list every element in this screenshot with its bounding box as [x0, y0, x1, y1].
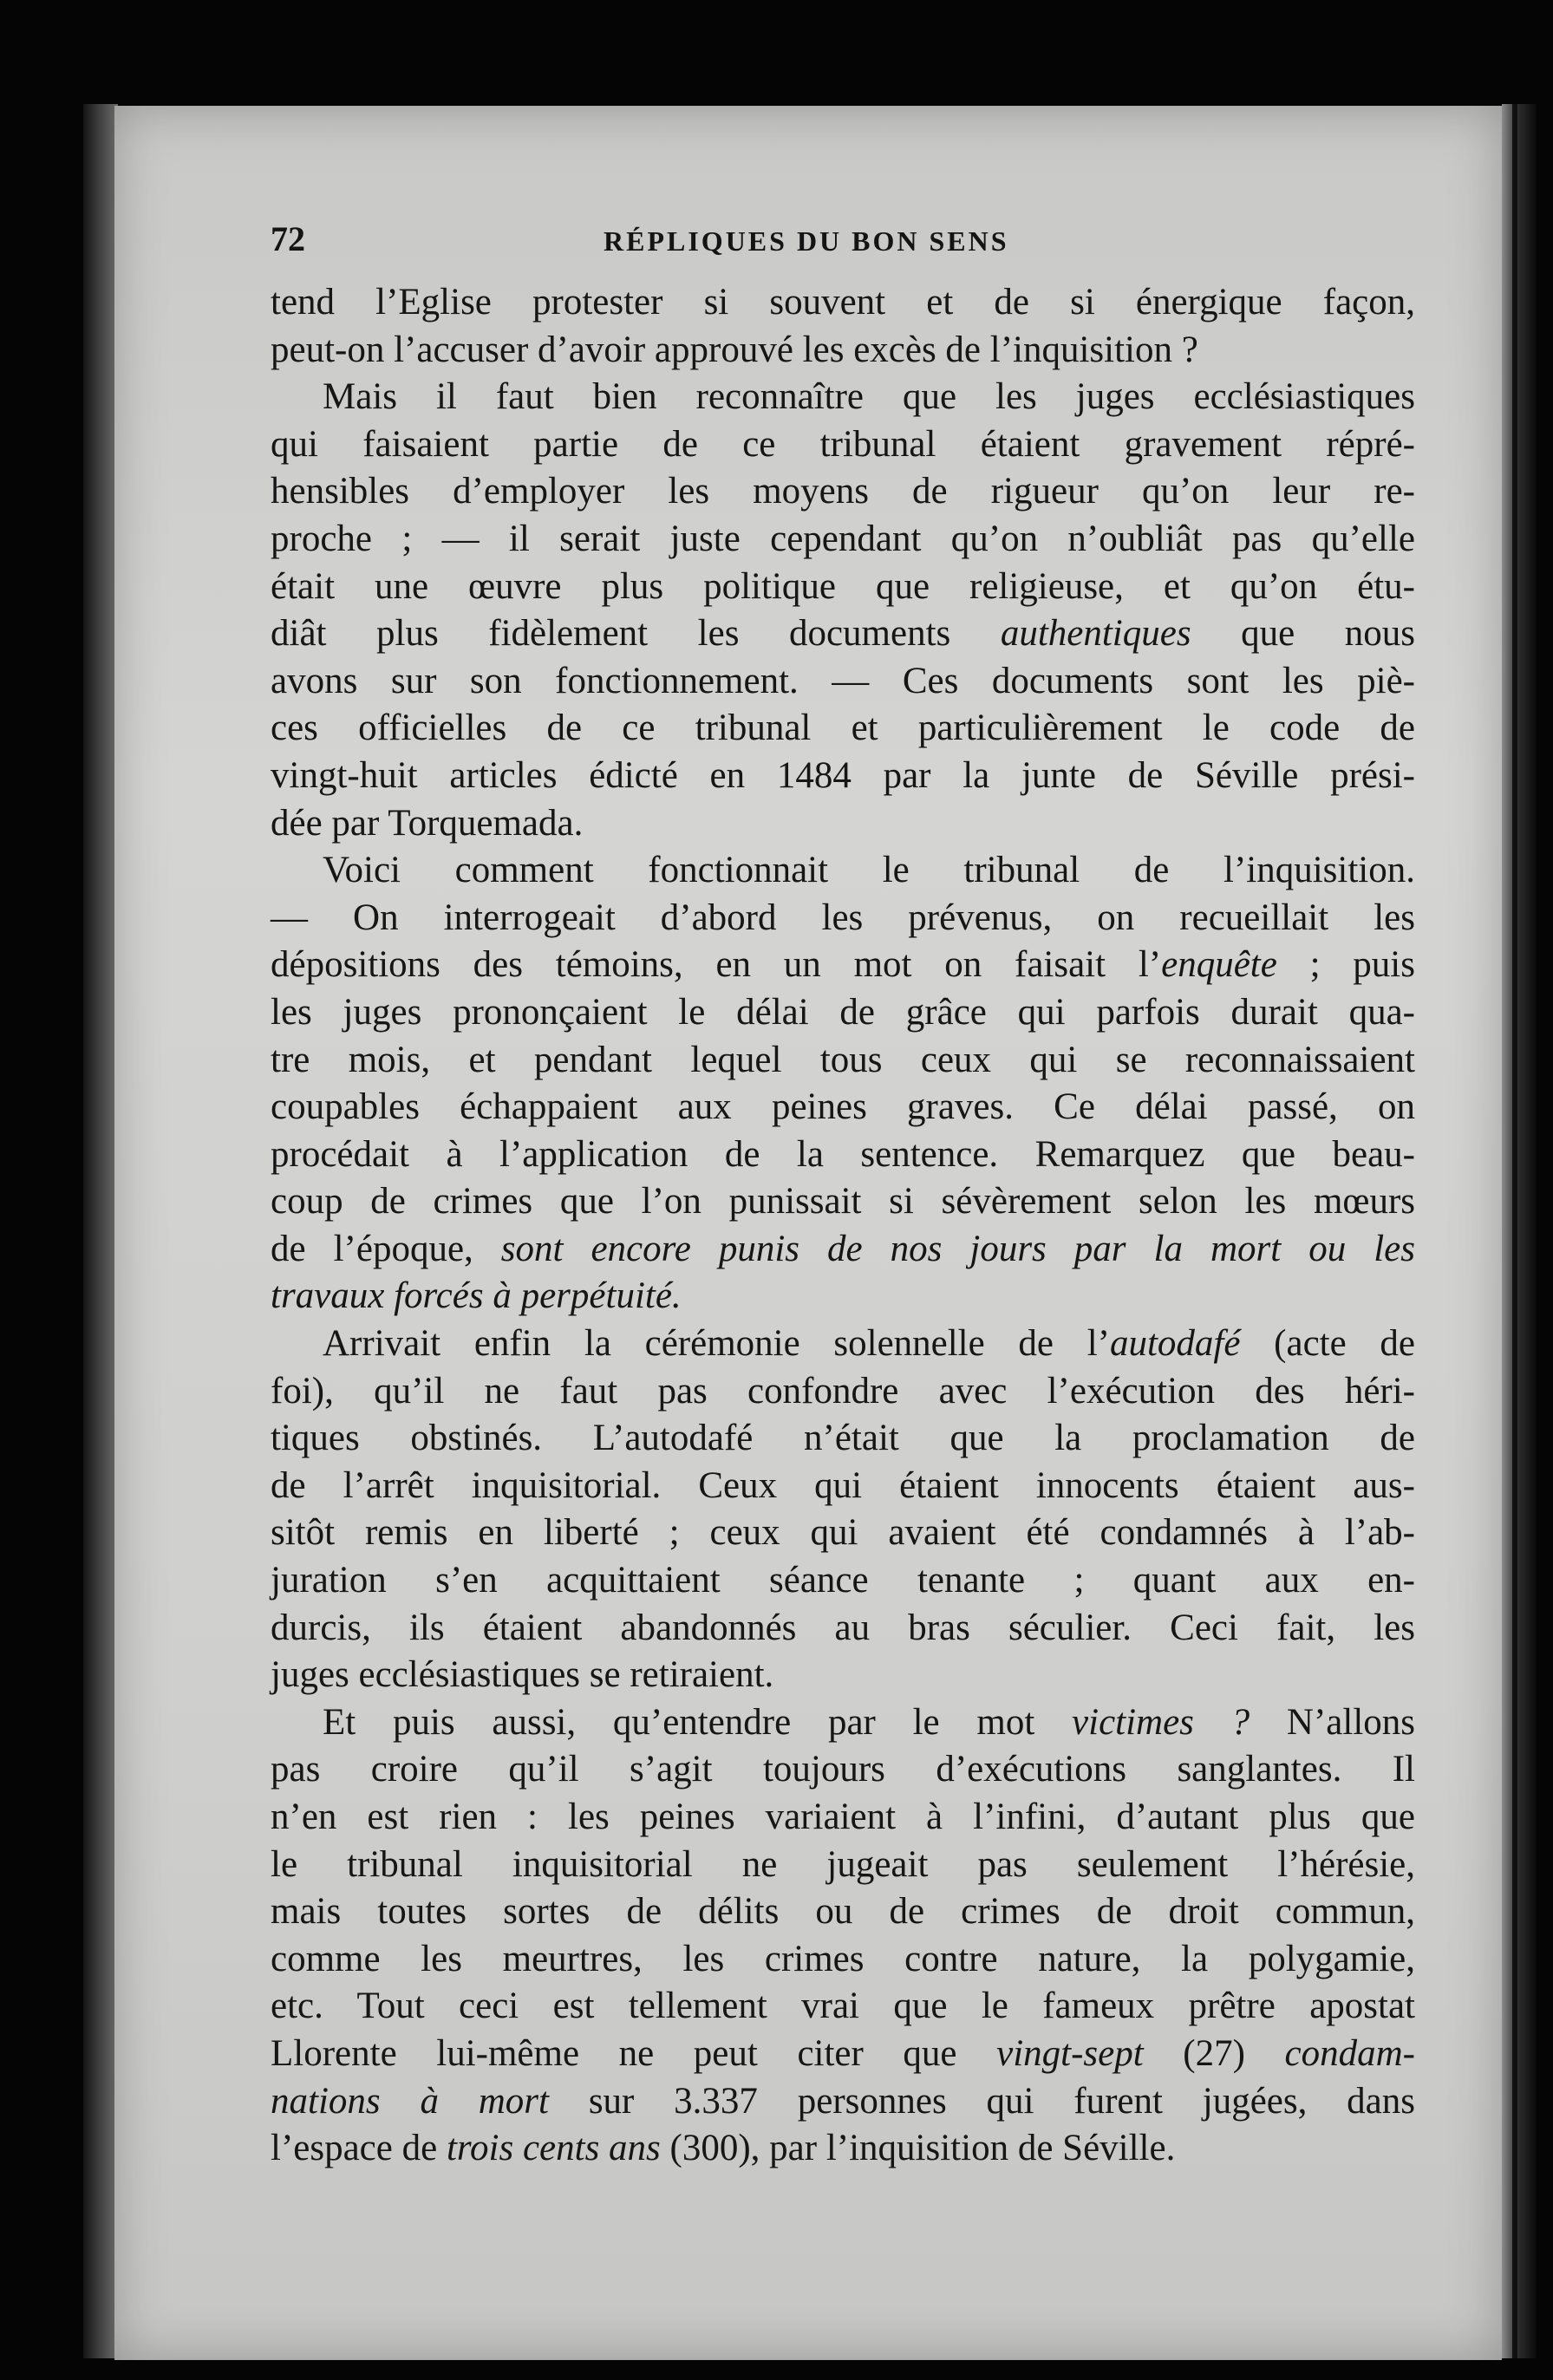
- text-line: [271, 753, 1415, 800]
- text-run: vingt-huit articles édicté en 1484 par la junte de Séville prési-: [271, 754, 1415, 796]
- text-run: ; puis: [1276, 944, 1415, 986]
- italic-text: victimes ?: [1072, 1701, 1250, 1743]
- italic-text: condam-: [1284, 2032, 1416, 2074]
- text-run: juration s’en acquittaient séance tenante ; quant aux en-: [271, 1560, 1415, 1601]
- book-binding-edge: [83, 104, 118, 2358]
- text-line: [271, 1131, 1415, 1179]
- text-run: de l’époque,: [271, 1228, 501, 1269]
- paragraph: [271, 279, 1415, 374]
- text-run: Et puis aussi, qu’entendre par le mot: [323, 1701, 1073, 1743]
- italic-text: autodafé: [1109, 1323, 1241, 1365]
- text-line: [271, 468, 1415, 516]
- text-line: [271, 2078, 1415, 2126]
- text-run: (acte de: [1240, 1323, 1415, 1365]
- text-run: était une œuvre plus politique que religieuse, et qu’on étu-: [271, 565, 1415, 607]
- text-run: tend l’Eglise protester si souvent et de si énergique façon,: [271, 282, 1415, 323]
- text-run: durcis, ils étaient abandonnés au bras séculier. Ceci fait, les: [271, 1607, 1415, 1648]
- text-run: Llorente lui-même ne peut citer que: [271, 2032, 997, 2074]
- text-line: [271, 1557, 1415, 1605]
- text-run: que nous: [1191, 613, 1415, 655]
- text-line: [271, 800, 1415, 848]
- page-header: [271, 218, 1432, 271]
- page-number: 72: [271, 219, 305, 258]
- text-line: [271, 895, 1415, 942]
- text-run: diât plus fidèlement les documents: [271, 613, 1001, 655]
- italic-text: enquête: [1161, 944, 1277, 986]
- text-run: tre mois, et pendant lequel tous ceux qui se reconnaissaient: [271, 1039, 1415, 1080]
- text-line: [271, 1510, 1415, 1557]
- italic-text: sont encore punis de nos jours par la mort ou les: [500, 1228, 1415, 1269]
- text-line: [271, 1699, 1415, 1747]
- text-line: [271, 2125, 1415, 2173]
- text-run: procédait à l’application de la sentence. Remarquez que beau-: [271, 1133, 1415, 1175]
- text-line: [271, 2031, 1415, 2078]
- paragraph: [271, 847, 1415, 1320]
- text-run: coupables échappaient aux peines graves. Ce délai passé, on: [271, 1086, 1415, 1128]
- text-line: [271, 1605, 1415, 1653]
- text-run: Voici comment fonctionnait le tribunal de l’inquisition.: [323, 850, 1415, 891]
- text-run: les juges prononçaient le délai de grâce qui parfois durait qua-: [271, 991, 1415, 1033]
- text-line: [271, 564, 1415, 611]
- page-right-edge: [1502, 104, 1537, 2358]
- text-line: [271, 421, 1415, 469]
- italic-text: trois cents ans: [446, 2128, 661, 2169]
- text-run: tiques obstinés. L’autodafé n’était que la proclamation de: [271, 1418, 1415, 1459]
- body-text: [271, 279, 1415, 2173]
- text-line: [271, 1273, 1415, 1320]
- text-line: [271, 1842, 1415, 1889]
- text-line: [271, 516, 1415, 564]
- text-run: proche ; — il serait juste cependant qu’on n’oubliât pas qu’elle: [271, 518, 1415, 559]
- text-line: [271, 374, 1415, 421]
- text-line: [271, 1936, 1415, 1984]
- running-title: RÉPLIQUES DU BON SENS: [604, 225, 1009, 257]
- text-line: [271, 1888, 1415, 1936]
- text-run: etc. Tout ceci est tellement vrai que le fameux prêtre apostat: [271, 1986, 1415, 2027]
- text-run: Arrivait enfin la cérémonie solennelle de l’: [323, 1323, 1110, 1365]
- text-run: peut-on l’accuser d’avoir approuvé les excès de l’inquisition ?: [271, 329, 1198, 370]
- text-run: comme les meurtres, les crimes contre nature, la polygamie,: [271, 1938, 1415, 1979]
- text-line: [271, 327, 1415, 375]
- text-line: [271, 1368, 1415, 1416]
- text-run: dée par Torquemada.: [271, 802, 584, 844]
- text-line: [271, 1320, 1415, 1368]
- text-run: sitôt remis en liberté ; ceux qui avaient été condamnés à l’ab-: [271, 1512, 1415, 1554]
- text-run: avons sur son fonctionnement. — Ces documents sont les piè-: [271, 660, 1415, 701]
- italic-text: travaux forcés à perpétuité.: [271, 1275, 682, 1317]
- text-run: pas croire qu’il s’agit toujours d’exécutions sanglantes. Il: [271, 1749, 1415, 1790]
- italic-text: nations à mort: [271, 2080, 549, 2122]
- paragraph: [271, 1699, 1415, 2173]
- text-run: (300), par l’inquisition de Séville.: [660, 2128, 1176, 2169]
- text-line: [271, 1037, 1415, 1085]
- text-run: dépositions des témoins, en un mot on faisait l’: [271, 944, 1162, 986]
- text-line: [271, 989, 1415, 1037]
- text-line: [271, 942, 1415, 989]
- text-line: [271, 1652, 1415, 1699]
- text-run: qui faisaient partie de ce tribunal étaient gravement répré-: [271, 423, 1415, 465]
- italic-text: vingt-sept: [996, 2032, 1144, 2074]
- text-run: ces officielles de ce tribunal et particulièrement le code de: [271, 707, 1415, 749]
- text-run: hensibles d’employer les moyens de rigueur qu’on leur re-: [271, 471, 1415, 512]
- text-line: [271, 1746, 1415, 1794]
- text-run: N’allons: [1250, 1701, 1416, 1743]
- text-line: [271, 279, 1415, 327]
- text-line: [271, 1415, 1415, 1463]
- text-line: [271, 1463, 1415, 1510]
- text-line: [271, 1983, 1415, 2031]
- text-run: sur 3.337 personnes qui furent jugées, dans: [549, 2080, 1415, 2122]
- paragraph: [271, 374, 1415, 847]
- text-line: [271, 610, 1415, 658]
- text-line: [271, 847, 1415, 895]
- text-run: de l’arrêt inquisitorial. Ceux qui étaient innocents étaient aus-: [271, 1464, 1415, 1506]
- text-line: [271, 705, 1415, 753]
- text-run: le tribunal inquisitorial ne jugeait pas seulement l’hérésie,: [271, 1843, 1415, 1885]
- text-run: foi), qu’il ne faut pas confondre avec l’exécution des héri-: [271, 1370, 1415, 1412]
- text-run: mais toutes sortes de délits ou de crimes de droit commun,: [271, 1891, 1415, 1933]
- text-line: [271, 1226, 1415, 1274]
- text-run: n’en est rien : les peines variaient à l’infini, d’autant plus que: [271, 1796, 1415, 1837]
- text-run: l’espace de: [271, 2128, 447, 2169]
- text-line: [271, 1794, 1415, 1842]
- text-run: — On interrogeait d’abord les prévenus, on recueillait les: [271, 897, 1415, 938]
- text-line: [271, 1178, 1415, 1226]
- text-run: juges ecclésiastiques se retiraient.: [271, 1654, 774, 1696]
- text-run: (27): [1143, 2032, 1285, 2074]
- text-run: coup de crimes que l’on punissait si sévèrement selon les mœurs: [271, 1181, 1415, 1223]
- italic-text: authentiques: [1000, 613, 1191, 655]
- text-line: [271, 658, 1415, 706]
- text-line: [271, 1084, 1415, 1131]
- text-run: Mais il faut bien reconnaître que les juges ecclésiastiques: [323, 376, 1415, 418]
- paragraph: [271, 1320, 1415, 1699]
